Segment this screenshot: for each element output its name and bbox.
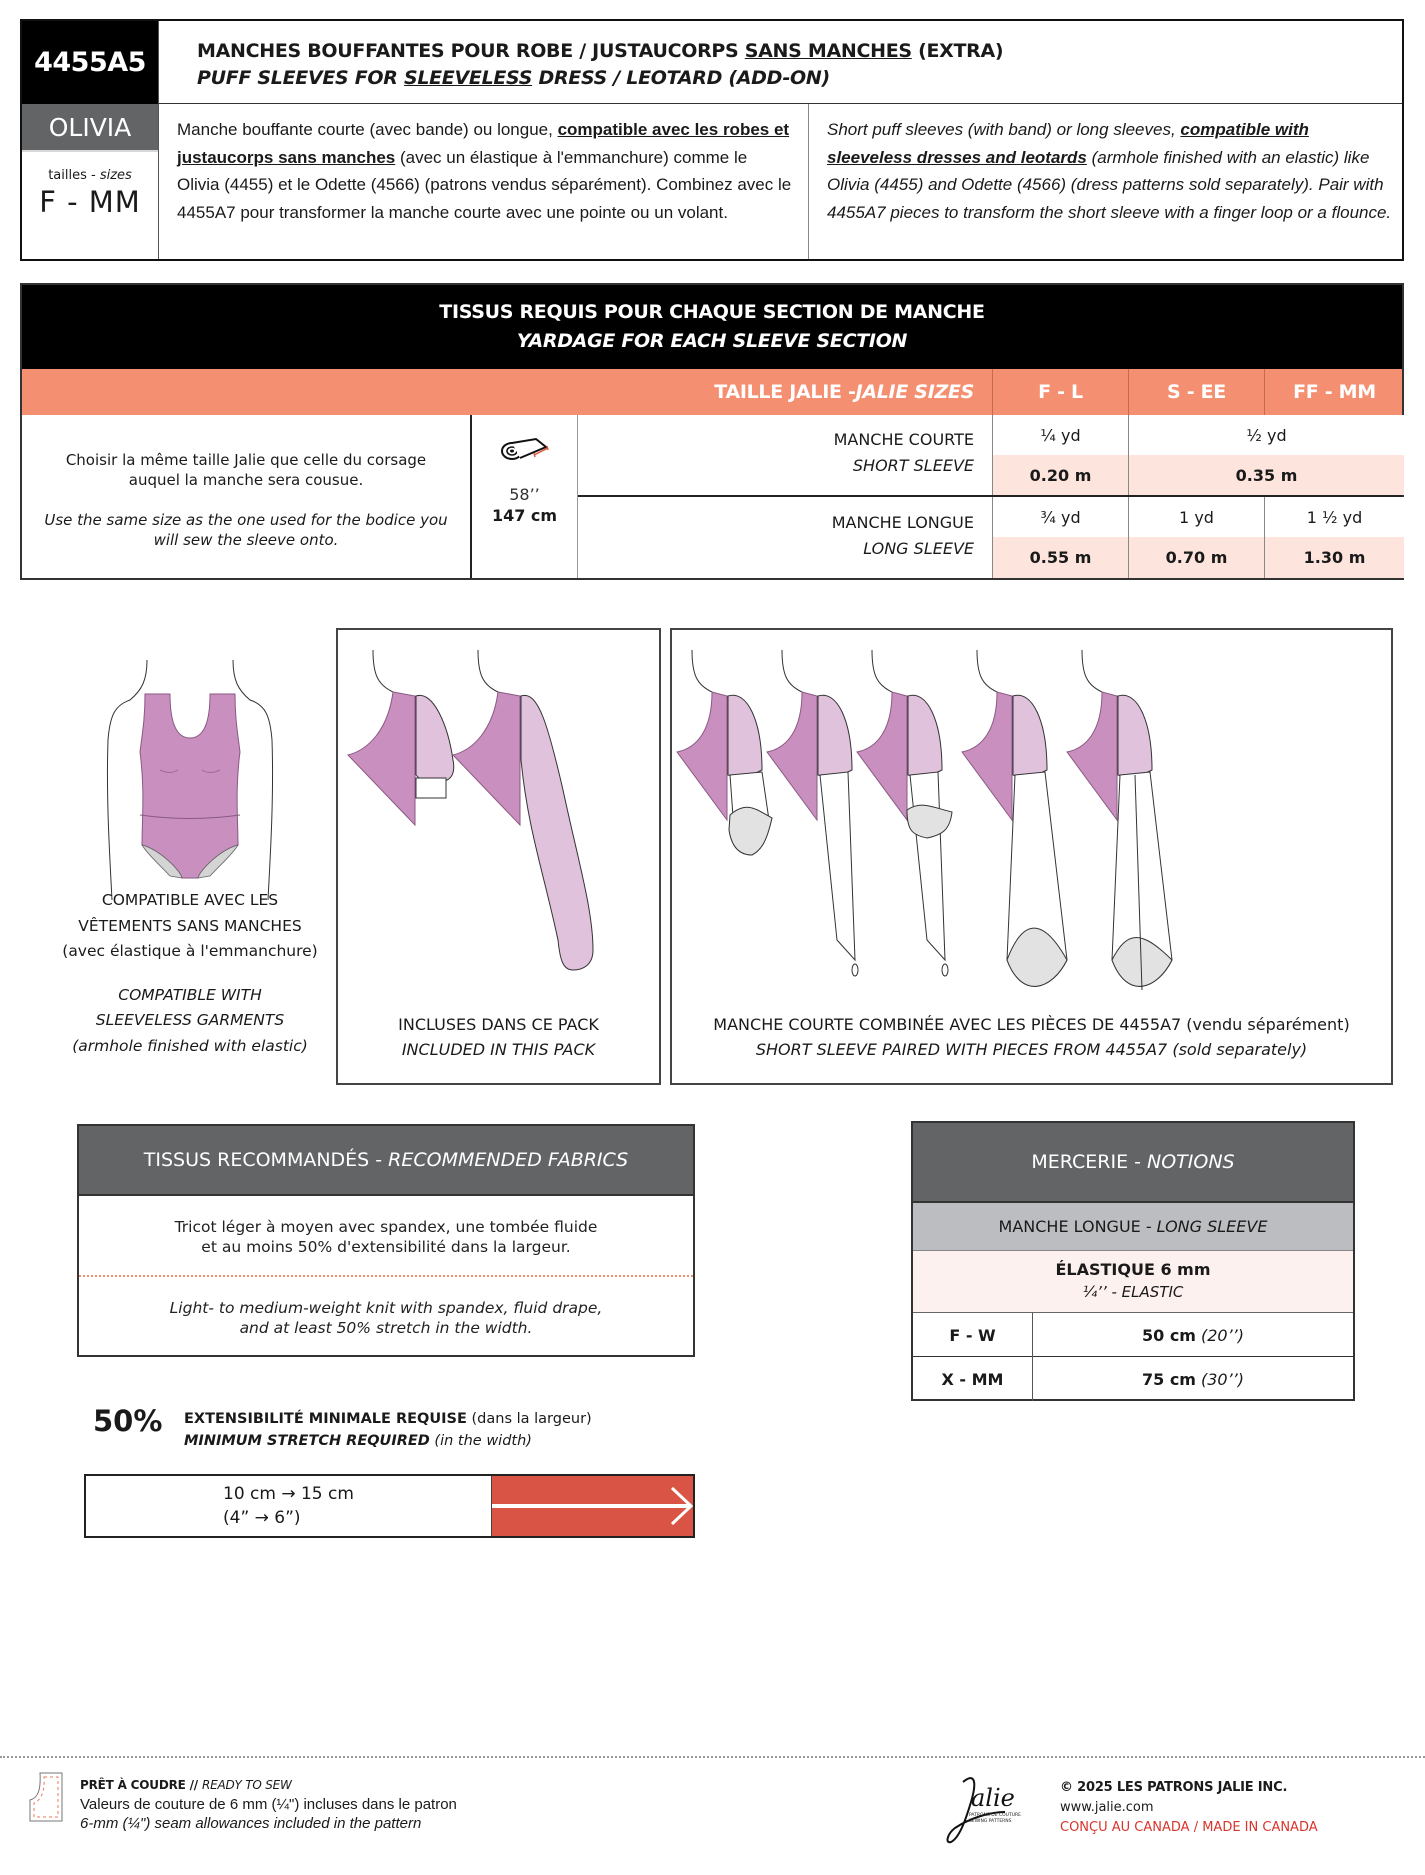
notions-row: X - MM 75 cm (30’’) — [913, 1357, 1353, 1401]
sleeve-illustrations-included — [338, 630, 659, 1000]
meter-cell: 0.55 m — [992, 537, 1128, 578]
fabric-width-cm: 147 cm — [491, 506, 558, 525]
yardage-table — [20, 283, 1404, 580]
row-label-long-sleeve: MANCHE LONGUE LONG SLEEVE — [831, 513, 974, 558]
recommended-fabrics — [77, 1124, 695, 1357]
notions-row: F - W 50 cm (20’’) — [913, 1313, 1353, 1357]
sizes-label: tailles - sizes — [48, 168, 132, 183]
notions-item: ÉLASTIQUE 6 mm ¼’’ - ELASTIC — [913, 1251, 1353, 1313]
logo-subtitle: PATRONS DE COUTURE SEWING PATTERNS — [969, 1813, 1021, 1824]
yardage-title: TISSUS REQUIS POUR CHAQUE SECTION DE MANCHE YARDAGE FOR EACH SLEEVE SECTION — [22, 285, 1402, 369]
svg-text:alie: alie — [971, 1784, 1015, 1812]
size-instruction: Choisir la même taille Jalie que celle du corsage auquel la manche sera cousue. Use the same size as the one used for the bodice you will sew the sleeve onto. — [22, 415, 472, 578]
stretch-percent: 50% — [93, 1404, 163, 1438]
notions-header: MERCERIE - NOTIONS — [913, 1123, 1353, 1203]
compatible-link-en: compatible with sleeveless dresses and leotards — [827, 120, 1309, 167]
pattern-title — [158, 21, 1402, 104]
description-fr: Manche bouffante courte (avec bande) ou longue, compatible avec les robes et justaucorps sans manches (avec un élastique à l'emmanchure) comme le Olivia (4455) et le Odette (4566) (patrons vendus séparément). Combinez avec le 4455A7 pour transformer la manche courte avec une pointe ou un volant. — [158, 104, 808, 259]
row-label-short-sleeve: MANCHE COURTE SHORT SLEEVE — [833, 430, 974, 475]
yd-cell: 1 yd — [1128, 497, 1264, 537]
meter-cell: 1.30 m — [1264, 537, 1404, 578]
description-en: Short puff sleeves (with band) or long sleeves, compatible with sleeveless dresses and leotards (armhole finished with an elastic) like Olivia (4455) and Odette (4566) (dress patterns sold separately). Pair with 4455A7 pieces to transform the short sleeve with a finger loop or a flounce. — [808, 104, 1402, 259]
sleeve-variations-illustration — [672, 630, 1391, 1000]
pack-caption: INCLUSES DANS CE PACK INCLUDED IN THIS PACK — [398, 1015, 599, 1059]
pattern-code: 4455A5 — [22, 21, 158, 104]
leotard-illustration — [70, 660, 310, 900]
split-point-variation — [1067, 650, 1172, 990]
size-column-header: FF - MM — [1264, 369, 1404, 415]
size-header-label: TAILLE JALIE - JALIE SIZES — [714, 381, 974, 403]
fabrics-text-fr: Tricot léger à moyen avec spandex, une tombée fluide et au moins 50% d'extensibilité dans la largeur. — [174, 1218, 598, 1256]
ready-to-sew-note: PRÊT À COUDRE // READY TO SEW Valeurs de couture de 6 mm (¼") incluses dans le patron 6-mm (¼") seam allowances included in the pattern — [80, 1778, 457, 1832]
sizes-block — [22, 152, 158, 259]
stretch-gauge — [84, 1474, 695, 1538]
fabric-width-inches: 58’’ — [509, 485, 540, 504]
combo-caption: MANCHE COURTE COMBINÉE AVEC LES PIÈCES DE 4455A7 (vendu séparément) SHORT SLEEVE PAIRED WITH PIECES FROM 4455A7 (sold separately) — [713, 1015, 1350, 1059]
compatible-link-fr: compatible avec les robes et justaucorps sans manches — [177, 120, 790, 167]
size-header-row — [22, 369, 1402, 415]
fabrics-header: TISSUS RECOMMANDÉS - RECOMMENDED FABRICS — [79, 1126, 693, 1196]
included-sleeves-panel — [336, 628, 661, 1085]
yd-cell: ¾ yd — [992, 497, 1128, 537]
fabric-roll-icon — [500, 437, 550, 471]
flounce-finger-loop-variation — [857, 650, 952, 976]
footer-divider — [0, 1756, 1425, 1758]
notions-subheader: MANCHE LONGUE - LONG SLEEVE — [913, 1203, 1353, 1251]
title-en: PUFF SLEEVES FOR SLEEVELESS DRESS / LEOTARD (ADD-ON) — [197, 67, 830, 89]
website-link[interactable]: www.jalie.com — [1060, 1800, 1154, 1815]
title-fr: MANCHES BOUFFANTES POUR ROBE / JUSTAUCORPS SANS MANCHES (EXTRA) — [197, 40, 1004, 62]
notions-table — [911, 1121, 1355, 1401]
meter-cell: 0.20 m — [992, 455, 1128, 495]
compat-caption: COMPATIBLE AVEC LES VÊTEMENTS SANS MANCHES (avec élastique à l'emmanchure) COMPATIBLE WITH SLEEVELESS GARMENTS (armhole finished with elastic) — [62, 891, 318, 1055]
yd-cell: ½ yd — [1128, 415, 1404, 455]
yardage-body — [22, 415, 1402, 578]
fabric-width — [472, 415, 578, 578]
pattern-header — [20, 19, 1404, 261]
stretch-measure: 10 cm → 15 cm (4” → 6”) — [86, 1476, 492, 1536]
pattern-piece-icon — [28, 1772, 64, 1822]
jalie-logo — [945, 1772, 1045, 1844]
pattern-name: OLIVIA — [22, 104, 158, 152]
fabrics-text-en: Light- to medium-weight knit with spandex, fluid drape, and at least 50% stretch in the width. — [169, 1299, 603, 1337]
meter-cell: 0.35 m — [1128, 455, 1404, 495]
copyright-block: © 2025 LES PATRONS JALIE INC. www.jalie.com CONÇU AU CANADA / MADE IN CANADA — [1060, 1780, 1318, 1835]
sizes-range: F - MM — [39, 185, 141, 219]
finger-loop-variation — [767, 650, 858, 976]
combined-sleeves-panel — [670, 628, 1393, 1085]
stretch-extension — [492, 1476, 693, 1536]
meter-cell: 0.70 m — [1128, 537, 1264, 578]
size-column-header: F - L — [992, 369, 1128, 415]
long-point-variation — [962, 650, 1067, 986]
size-column-header: S - EE — [1128, 369, 1264, 415]
dotted-divider — [79, 1275, 693, 1277]
flounce-variation — [677, 650, 772, 855]
yd-cell: 1 ½ yd — [1264, 497, 1404, 537]
yd-cell: ¼ yd — [992, 415, 1128, 455]
stretch-label: EXTENSIBILITÉ MINIMALE REQUISE (dans la largeur) MINIMUM STRETCH REQUIRED (in the width) — [184, 1411, 592, 1449]
arrow-right-icon — [492, 1476, 695, 1536]
